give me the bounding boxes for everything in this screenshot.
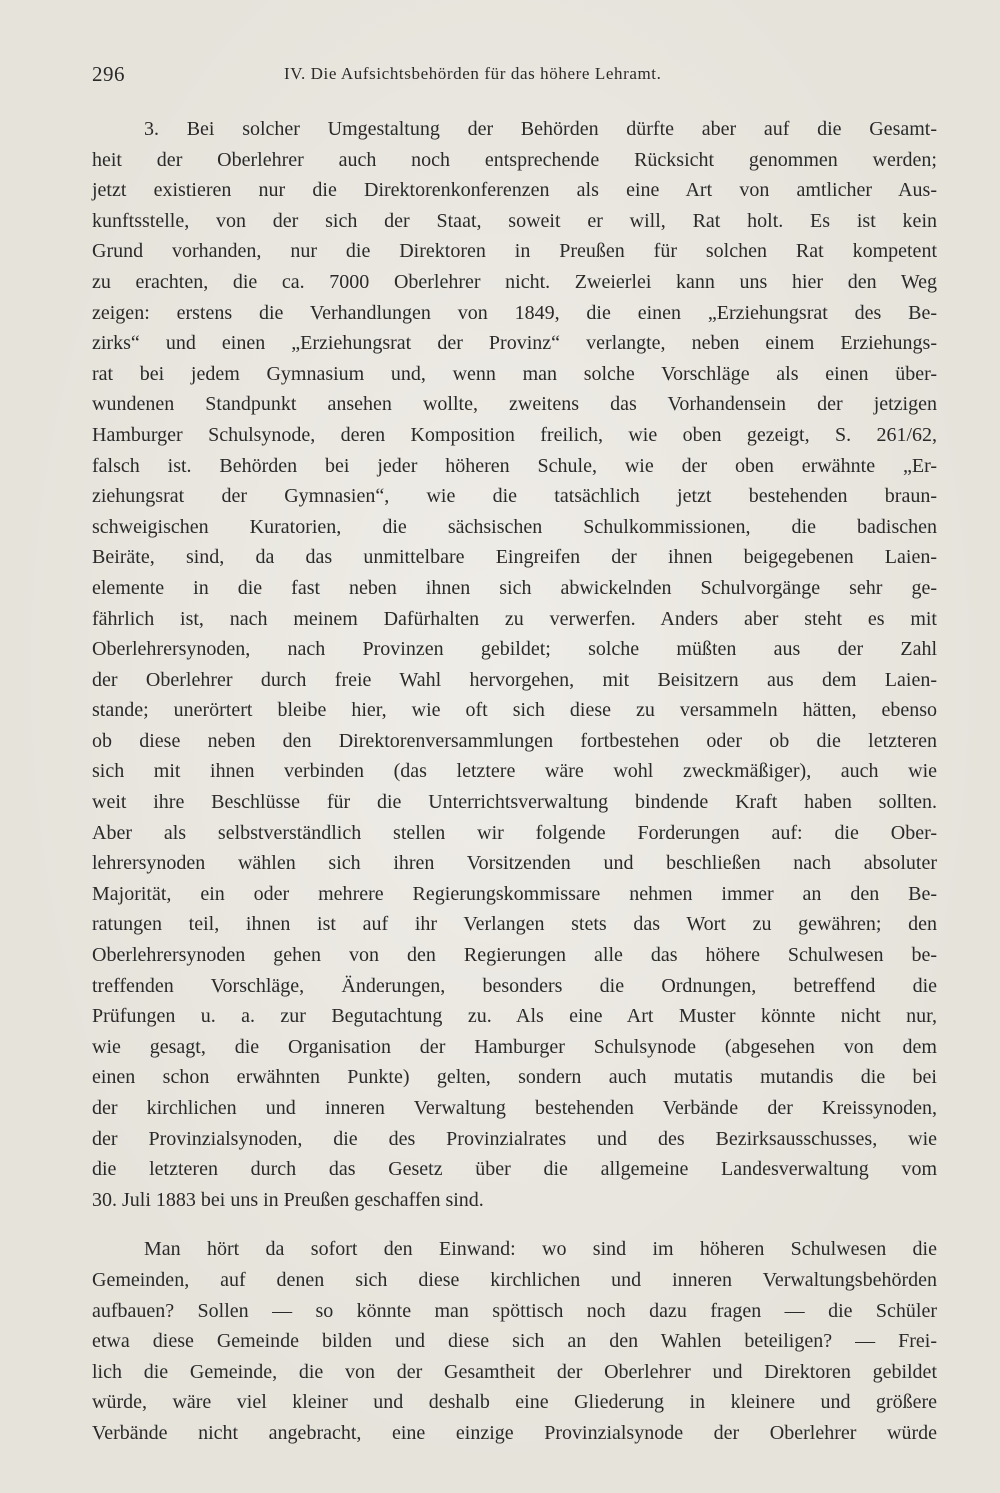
text-line: kunftsstelle, von der sich der Staat, soweit er will, Rat holt. Es ist kein — [92, 209, 937, 232]
text-line: elemente in die fast neben ihnen sich abwickelnden Schulvorgänge sehr ge- — [92, 576, 937, 599]
text-line: Gemeinden, auf denen sich diese kirchlichen und inneren Verwaltungsbehörden — [92, 1268, 937, 1291]
paragraph — [92, 1234, 937, 1448]
text-line: wundenen Standpunkt ansehen wollte, zweitens das Vorhandensein der jetzigen — [92, 393, 937, 416]
text-line: jetzt existieren nur die Direktorenkonferenzen als eine Art von amtlicher Aus- — [92, 179, 937, 202]
text-line: zirks“ und einen „Erziehungsrat der Provinz“ verlangte, neben einem Erziehungs- — [92, 332, 937, 355]
text-line: Prüfungen u. a. zur Begutachtung zu. Als eine Art Muster könnte nicht nur, — [92, 1005, 937, 1028]
text-line: 3. Bei solcher Umgestaltung der Behörden dürfte aber auf die Gesamt- — [144, 118, 937, 140]
page-number: 296 — [92, 62, 125, 86]
text-line: lich die Gemeinde, die von der Gesamtheit der Oberlehrer und Direktoren gebildet — [92, 1360, 937, 1383]
text-line: würde, wäre viel kleiner und deshalb eine Gliederung in kleinere und größere — [92, 1391, 937, 1414]
body-text — [92, 114, 937, 1449]
text-line: wie gesagt, die Organisation der Hamburger Schulsynode (abgesehen von dem — [92, 1035, 937, 1058]
text-line: Oberlehrersynoden, nach Provinzen gebildet; solche müßten aus der Zahl — [92, 638, 937, 661]
page-header — [92, 62, 937, 90]
paragraph — [92, 114, 937, 1215]
text-line: weit ihre Beschlüsse für die Unterrichtsverwaltung bindende Kraft haben sollten. — [92, 791, 937, 814]
text-line: Beiräte, sind, da das unmittelbare Eingreifen der ihnen beigegebenen Laien- — [92, 546, 937, 569]
text-line: falsch ist. Behörden bei jeder höheren Schule, wie der oben erwähnte „Er- — [92, 454, 937, 477]
text-line: Oberlehrersynoden gehen von den Regierungen alle das höhere Schulwesen be- — [92, 944, 937, 967]
text-line: zu erachten, die ca. 7000 Oberlehrer nicht. Zweierlei kann uns hier den Weg — [92, 270, 937, 293]
text-line: einen schon erwähnten Punkte) gelten, sondern auch mutatis mutandis die bei — [92, 1066, 937, 1089]
text-line: treffenden Vorschläge, Änderungen, besonders die Ordnungen, betreffend die — [92, 974, 937, 997]
paragraph-gap — [92, 1215, 937, 1234]
text-line: rat bei jedem Gymnasium und, wenn man solche Vorschläge als einen über- — [92, 362, 937, 385]
text-line: etwa diese Gemeinde bilden und diese sich an den Wahlen beteiligen? — Frei- — [92, 1330, 937, 1353]
text-line: fährlich ist, nach meinem Dafürhalten zu verwerfen. Anders aber steht es mit — [92, 607, 937, 630]
text-line: ob diese neben den Direktorenversammlungen fortbestehen oder ob die letzteren — [92, 729, 937, 752]
text-line: Man hört da sofort den Einwand: wo sind im höheren Schulwesen die — [144, 1238, 937, 1261]
text-line: Majorität, ein oder mehrere Regierungskommissare nehmen immer an den Be- — [92, 882, 937, 905]
text-line: die letzteren durch das Gesetz über die allgemeine Landesverwaltung vom — [92, 1158, 937, 1181]
text-line: der Provinzialsynoden, die des Provinzialrates und des Bezirksausschusses, wie — [92, 1127, 937, 1150]
text-line: stande; unerörtert bleibe hier, wie oft sich diese zu versammeln hätten, ebenso — [92, 699, 937, 722]
text-line: zeigen: erstens die Verhandlungen von 1849, die einen „Erziehungsrat des Be- — [92, 301, 937, 324]
text-line: Grund vorhanden, nur die Direktoren in Preußen für solchen Rat kompetent — [92, 240, 937, 263]
running-head: IV. Die Aufsichtsbehörden für das höhere Lehramt. — [284, 64, 662, 83]
text-line: der kirchlichen und inneren Verwaltung bestehenden Verbände der Kreissynoden, — [92, 1097, 937, 1119]
text-line: ziehungsrat der Gymnasien“, wie die tatsächlich jetzt bestehenden braun- — [92, 485, 937, 508]
text-line: lehrersynoden wählen sich ihren Vorsitzenden und beschließen nach absoluter — [92, 852, 937, 875]
text-line: aufbauen? Sollen — so könnte man spöttisch noch dazu fragen — die Schüler — [92, 1299, 937, 1322]
text-line: ratungen teil, ihnen ist auf ihr Verlangen stets das Wort zu gewähren; den — [92, 913, 937, 936]
text-line: Hamburger Schulsynode, deren Komposition freilich, wie oben gezeigt, S. 261/62, — [92, 423, 937, 446]
text-line: Verbände nicht angebracht, eine einzige Provinzialsynode der Oberlehrer würde — [92, 1421, 937, 1444]
text-line: heit der Oberlehrer auch noch entsprechende Rücksicht genommen werden; — [92, 148, 937, 171]
text-line: Aber als selbstverständlich stellen wir folgende Forderungen auf: die Ober- — [92, 821, 937, 844]
text-line: der Oberlehrer durch freie Wahl hervorgehen, mit Beisitzern aus dem Laien- — [92, 668, 937, 691]
text-line: sich mit ihnen verbinden (das letztere wäre wohl zweckmäßiger), auch wie — [92, 760, 937, 783]
text-line: schweigischen Kuratorien, die sächsischen Schulkommissionen, die badischen — [92, 515, 937, 538]
text-line: 30. Juli 1883 bei uns in Preußen geschaffen sind. — [92, 1188, 484, 1211]
